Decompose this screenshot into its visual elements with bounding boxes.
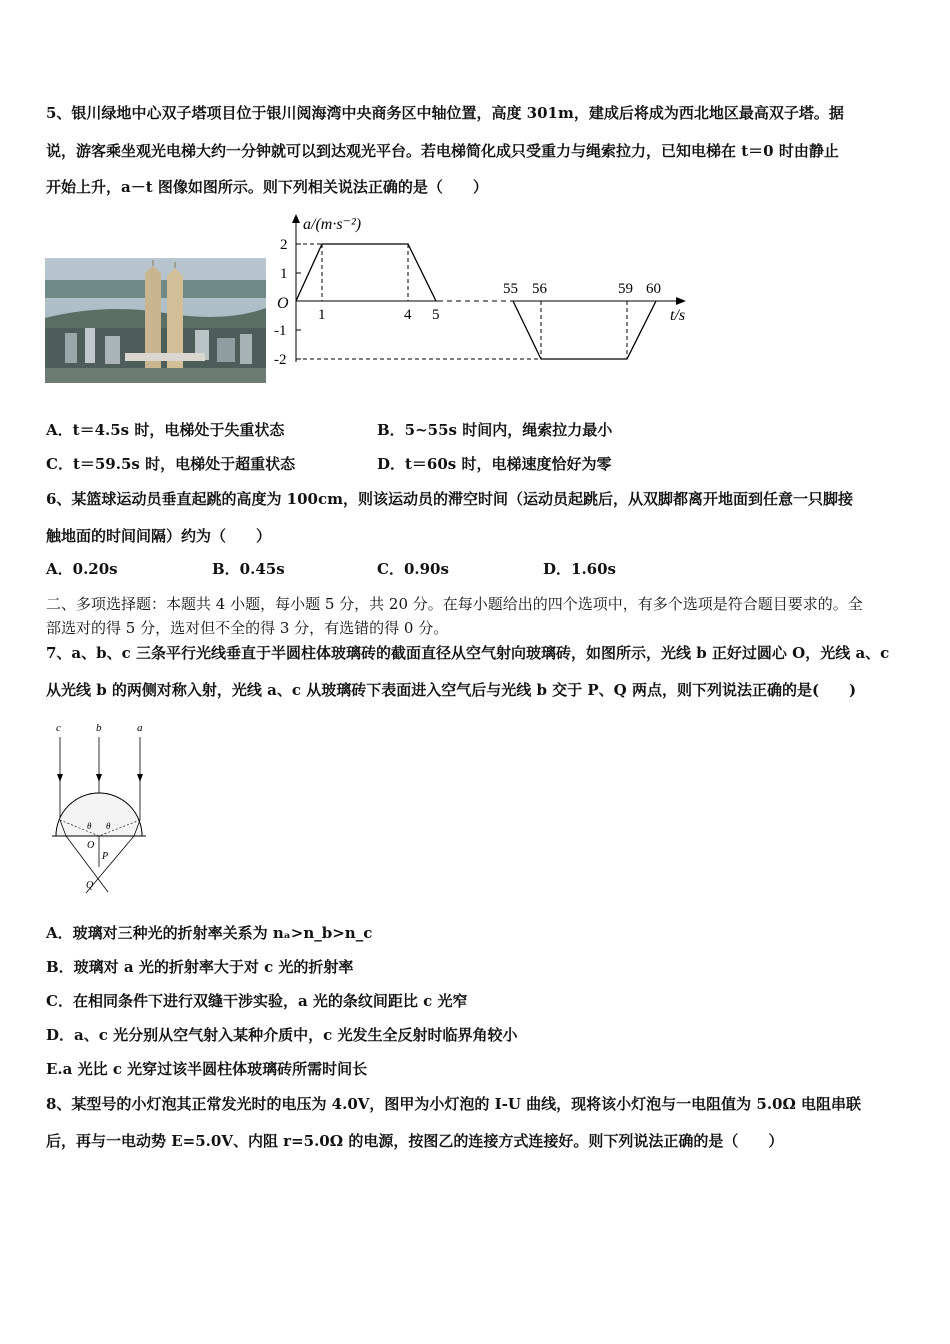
x-tick-60: 60: [646, 281, 661, 297]
semicircle-glass-figure: [46, 717, 166, 902]
a-t-graph: [270, 212, 700, 372]
svg-text:θ: θ: [106, 821, 111, 831]
q5-line-3: 开始上升，a－t 图像如图所示。则下列相关说法正确的是（ ）: [46, 178, 488, 196]
origin-label: O: [277, 295, 289, 312]
section2-line-1: 二、多项选择题：本题共 4 小题，每小题 5 分，共 20 分。在每小题给出的四个选项中，有多个选项是符合题目要求的。全: [46, 595, 863, 613]
svg-text:O: O: [87, 840, 95, 851]
q5-option-d: D．t＝60s 时，电梯速度恰好为零: [377, 455, 612, 473]
x-tick-59: 59: [618, 281, 633, 297]
svg-text:c: c: [56, 722, 61, 734]
q6-option-c: C．0.90s: [377, 560, 449, 578]
q5-option-c: C．t＝59.5s 时，电梯处于超重状态: [46, 455, 296, 473]
q7-option-d: D．a、c 光分别从空气射入某种介质中，c 光发生全反射时临界角较小: [46, 1026, 518, 1044]
y-axis-label: a/(m·s⁻²): [303, 216, 362, 233]
y-tick-2: 2: [280, 237, 288, 253]
q7-line-2: 从光线 b 的两侧对称入射，光线 a、c 从玻璃砖下表面进入空气后与光线 b 交于 P、Q 两点，则下列说法正确的是( ): [46, 681, 857, 699]
q5-line-1: 5、银川绿地中心双子塔项目位于银川阅海湾中央商务区中轴位置，高度 301m，建成后将成为西北地区最高双子塔。据: [46, 104, 844, 122]
svg-text:b: b: [96, 722, 102, 734]
x-tick-56: 56: [532, 281, 547, 297]
svg-text:a: a: [137, 722, 143, 734]
svg-text:θ: θ: [87, 821, 92, 831]
x-tick-5: 5: [432, 307, 440, 323]
y-axis-arrow: [292, 214, 300, 223]
a-t-series-2: [513, 301, 656, 359]
q5-option-b: B．5~55s 时间内，绳索拉力最小: [377, 421, 613, 439]
y-tick-neg2: -2: [274, 352, 287, 368]
q5-line-2: 说，游客乘坐观光电梯大约一分钟就可以到达观光平台。若电梯简化成只受重力与绳索拉力，已知电梯在 t＝0 时由静止: [46, 142, 839, 160]
q8-line-2: 后，再与一电动势 E=5.0V、内阻 r=5.0Ω 的电源，按图乙的连接方式连接好。则下列说法正确的是（ ）: [46, 1132, 784, 1150]
q7-option-b: B．玻璃对 a 光的折射率大于对 c 光的折射率: [46, 958, 354, 976]
q6-option-b: B．0.45s: [212, 560, 285, 578]
q7-option-e: E.a 光比 c 光穿过该半圆柱体玻璃砖所需时间长: [46, 1060, 368, 1078]
x-tick-4: 4: [404, 307, 412, 323]
q6-line-1: 6、某篮球运动员垂直起跳的高度为 100cm，则该运动员的滞空时间（运动员起跳后，从双脚都离开地面到任意一只脚接: [46, 490, 853, 508]
x-axis-label: t/s: [670, 307, 686, 324]
a-t-series: [296, 244, 436, 301]
q8-line-1: 8、某型号的小灯泡其正常发光时的电压为 4.0V，图甲为小灯泡的 I-U 曲线，现将该小灯泡与一电阻值为 5.0Ω 电阻串联: [46, 1095, 862, 1113]
svg-text:Q: Q: [86, 880, 94, 891]
y-tick-1: 1: [280, 266, 288, 282]
twin-tower-photo: [45, 258, 266, 383]
q7-line-1: 7、a、b、c 三条平行光线垂直于半圆柱体玻璃砖的截面直径从空气射向玻璃砖，如图所示，光线 b 正好过圆心 O，光线 a、c: [46, 644, 890, 662]
y-tick-neg1: -1: [274, 323, 287, 339]
q7-option-a: A．玻璃对三种光的折射率关系为 nₐ>n_b>n_c: [46, 924, 373, 942]
q6-option-a: A．0.20s: [46, 560, 118, 578]
q6-option-d: D．1.60s: [543, 560, 616, 578]
q5-option-a: A．t＝4.5s 时，电梯处于失重状态: [46, 421, 285, 439]
x-tick-55: 55: [503, 281, 518, 297]
q6-line-2: 触地面的时间间隔）约为（ ）: [46, 527, 272, 545]
q7-option-c: C．在相同条件下进行双缝干涉实验，a 光的条纹间距比 c 光窄: [46, 992, 468, 1010]
svg-text:P: P: [102, 851, 109, 862]
x-tick-1: 1: [318, 307, 326, 323]
section2-line-2: 部选对的得 5 分，选对但不全的得 3 分，有选错的得 0 分。: [46, 619, 449, 637]
x-axis-arrow: [676, 297, 686, 305]
